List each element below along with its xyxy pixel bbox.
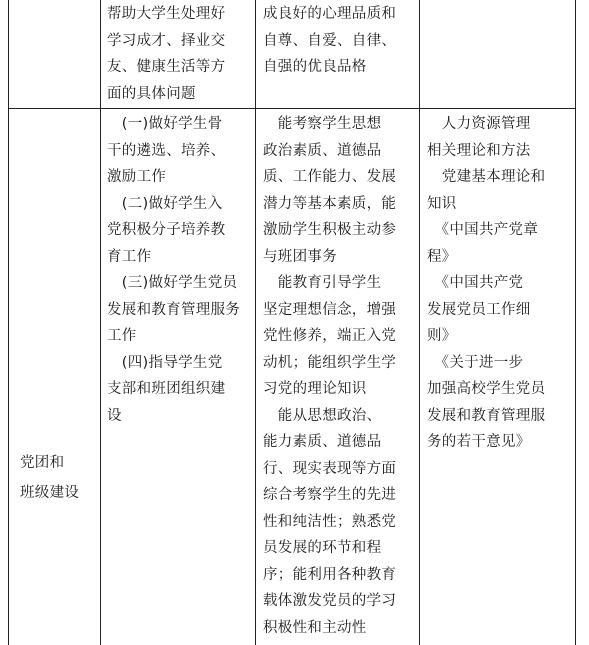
text-line: 干的遴选、培养、 xyxy=(107,142,226,159)
text-line: 支部和班团组织建 xyxy=(107,381,226,397)
text-line: 与班团事务 xyxy=(263,248,337,265)
category-label: 班级建设 xyxy=(20,485,80,501)
column-divider-3 xyxy=(419,0,420,645)
text-line: 党建基本理论和 xyxy=(427,169,546,185)
text-line: 加强高校学生党员 xyxy=(427,381,546,397)
text-line: 发展党员工作细 xyxy=(427,301,531,318)
knowledge-cell xyxy=(427,111,545,456)
text-line: 工作 xyxy=(107,328,137,344)
column-divider-2 xyxy=(255,0,256,645)
text-line: 能力素质、道德品 xyxy=(263,434,382,450)
text-line: 潜力等基本素质，能 xyxy=(263,195,397,212)
text-line: (四)指导学生党 xyxy=(107,354,223,371)
text-line: 《中国共产党章 xyxy=(427,222,539,238)
text-line: 《关于进一步 xyxy=(427,354,524,371)
text-line: 发展和教育管理服务 xyxy=(107,301,241,318)
text-line: 育工作 xyxy=(107,248,152,265)
text-line: 动机；能组织学生学 xyxy=(263,354,397,371)
text-line: 性和纯洁性；熟悉党 xyxy=(263,513,397,530)
text-line: 员发展的环节和程 xyxy=(263,540,382,556)
text-line: 质、工作能力、发展 xyxy=(263,169,397,185)
text-line: 党积极分子培养教 xyxy=(107,222,226,238)
text-line: 面的具体问题 xyxy=(107,85,196,102)
text-line: 行、现实表现等方面 xyxy=(263,460,397,477)
text-line: 坚定理想信念，增强 xyxy=(263,301,397,318)
text-line: 自强的优良品格 xyxy=(263,59,367,75)
text-line: 学习成才、择业交 xyxy=(107,32,226,49)
text-line: 积极性和主动性 xyxy=(263,619,367,636)
text-line: 能教育引导学生 xyxy=(263,275,382,291)
text-line: 友、健康生活等方 xyxy=(107,59,226,75)
text-line: 《中国共产党 xyxy=(427,275,524,291)
text-line: 发展和教育管理服 xyxy=(427,407,546,424)
text-line: (二)做好学生入 xyxy=(107,195,223,212)
text-line: (三)做好学生党员 xyxy=(107,275,238,291)
category-cell xyxy=(20,448,79,508)
text-line: 习党的理论知识 xyxy=(263,381,367,397)
text-line: 序；能利用各种教育 xyxy=(263,566,397,583)
column-divider-1 xyxy=(100,0,101,645)
text-line: 激励工作 xyxy=(107,169,167,185)
text-line: 则》 xyxy=(427,328,457,344)
text-line: 激励学生积极主动参 xyxy=(263,222,397,238)
text-line: 载体激发党员的学习 xyxy=(263,593,397,609)
text-line: 知识 xyxy=(427,195,457,212)
text-line: 设 xyxy=(107,407,122,424)
text-line: 综合考察学生的先进 xyxy=(263,487,397,503)
text-line: 务的若干意见》 xyxy=(427,434,531,450)
tasks-cell xyxy=(107,111,240,429)
table-border-right xyxy=(575,0,576,645)
text-line: 帮助大学生处理好 xyxy=(107,6,226,22)
text-line: 能从思想政治、 xyxy=(263,407,382,424)
category-label: 党团和 xyxy=(20,455,65,471)
text-line: 成良好的心理品质和 xyxy=(263,6,397,22)
top-row-tasks-cell xyxy=(107,1,225,107)
row-divider xyxy=(8,108,576,109)
text-line: 政治素质、道德品 xyxy=(263,142,382,159)
text-line: (一)做好学生骨 xyxy=(107,116,223,132)
text-line: 党性修养，端正入党 xyxy=(263,328,397,344)
requirements-cell xyxy=(263,111,396,641)
text-line: 相关理论和方法 xyxy=(427,142,531,159)
table-border-left xyxy=(8,0,9,645)
text-line: 人力资源管理 xyxy=(427,116,531,132)
text-line: 自尊、自爱、自律、 xyxy=(263,32,397,49)
text-line: 能考察学生思想 xyxy=(263,116,382,132)
text-line: 程》 xyxy=(427,248,457,265)
top-row-requirements-cell xyxy=(263,1,396,81)
